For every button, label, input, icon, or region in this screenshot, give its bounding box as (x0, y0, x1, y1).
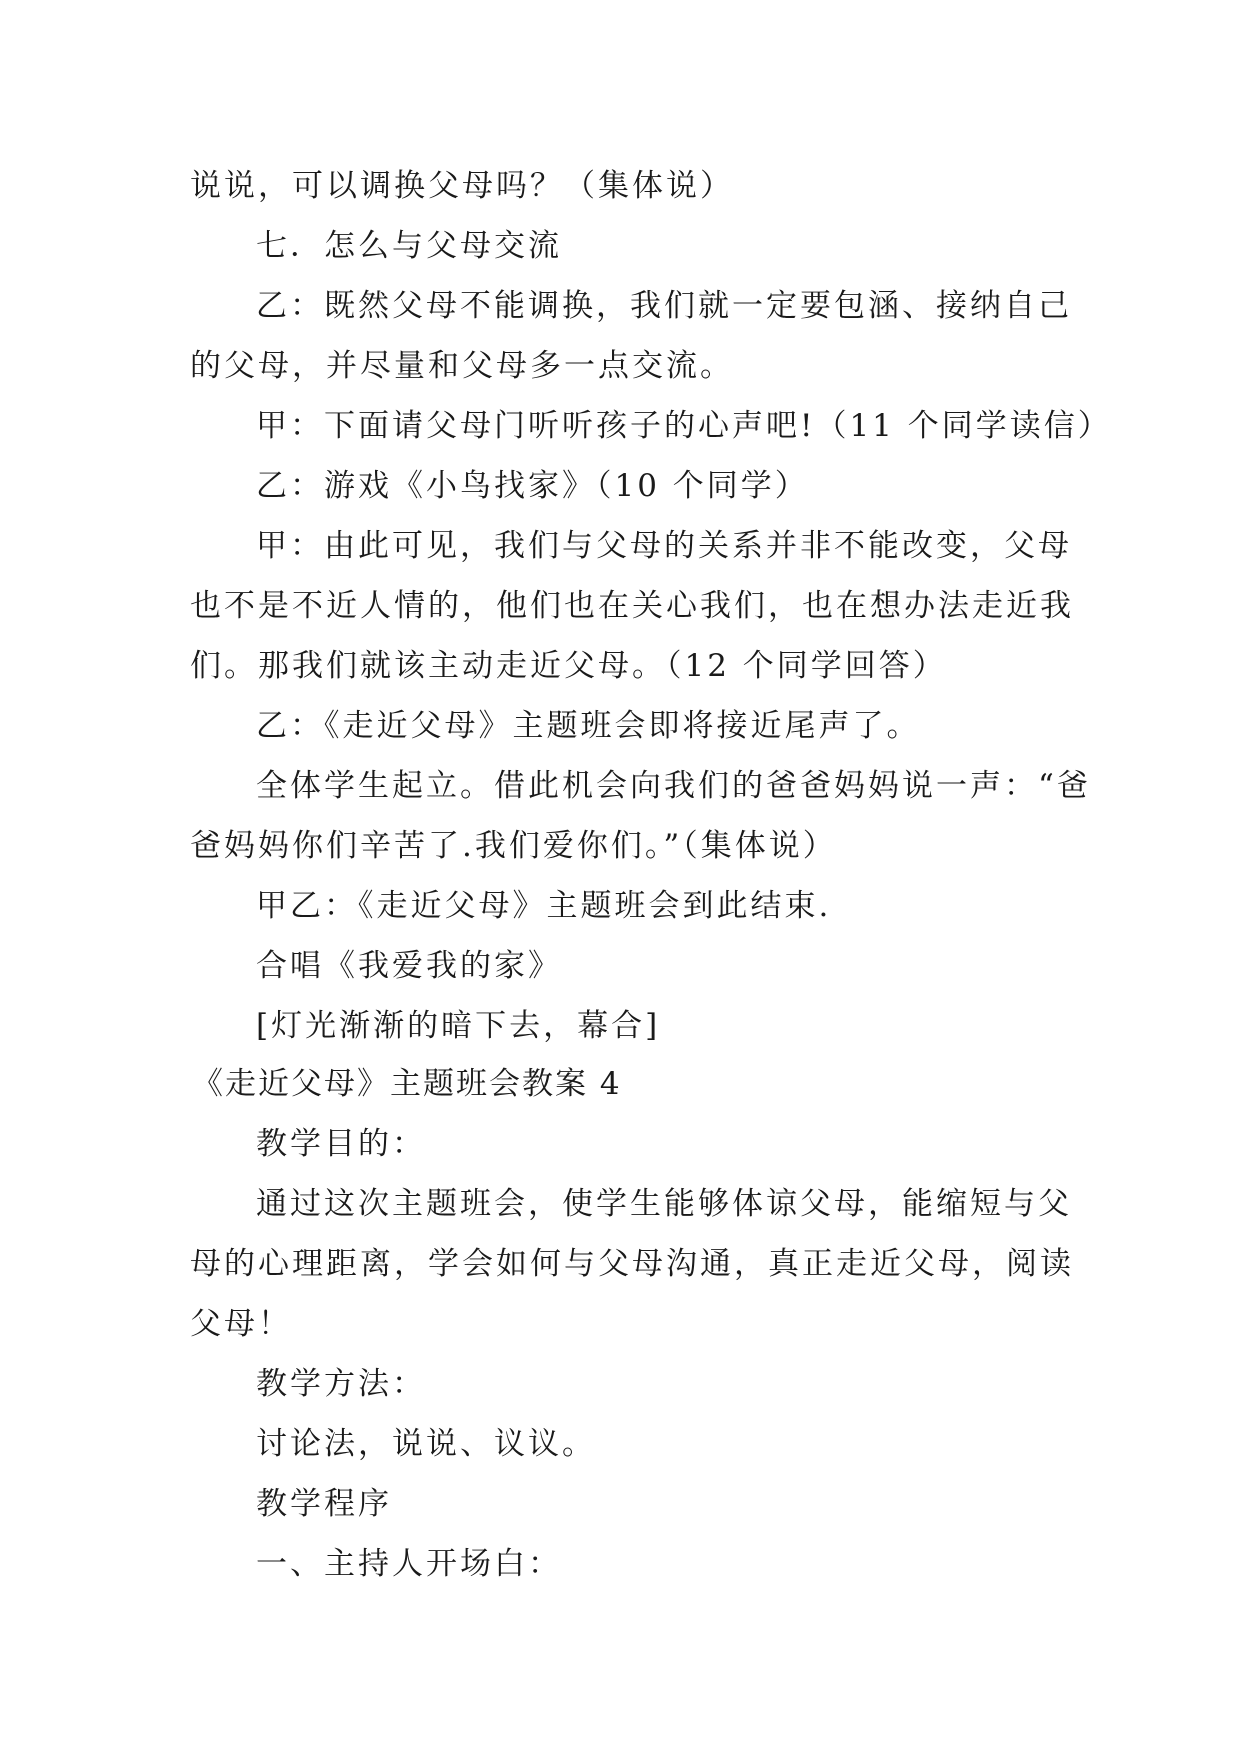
section-heading: 教学目的： (256, 1126, 426, 1162)
text-line: 通过这次主题班会，使学生能够体谅父母，能缩短与父 (256, 1186, 1072, 1222)
text-line: 爸妈妈你们辛苦了.我们爱你们。”（集体说） (190, 828, 837, 864)
text-line: 父母！ (190, 1306, 292, 1342)
text-line: 们。那我们就该主动走近父母。（12 个同学回答） (190, 648, 947, 684)
text-line: 全体学生起立。借此机会向我们的爸爸妈妈说一声：“爸 (256, 768, 1091, 804)
text-line: 母的心理距离，学会如何与父母沟通，真正走近父母，阅读 (190, 1246, 1074, 1282)
text-line: 乙：游戏《小鸟找家》（10 个同学） (256, 468, 809, 504)
text-line: 合唱《我爱我的家》 (256, 948, 562, 984)
text-line: 讨论法，说说、议议。 (256, 1426, 596, 1462)
text-line: 甲乙：《走近父母》主题班会到此结束. (256, 888, 832, 924)
text-line: [灯光渐渐的暗下去，幕合] (256, 1008, 661, 1044)
document-title: 《走近父母》主题班会教案 4 (192, 1066, 622, 1102)
text-line: 乙：既然父母不能调换，我们就一定要包涵、接纳自己 (256, 288, 1072, 324)
section-heading: 七．怎么与父母交流 (256, 228, 562, 264)
section-heading: 教学方法： (256, 1366, 426, 1402)
text-line: 一、主持人开场白： (256, 1546, 562, 1582)
text-line: 说说，可以调换父母吗？（集体说） (190, 168, 734, 204)
text-line: 乙：《走近父母》主题班会即将接近尾声了。 (256, 708, 921, 744)
text-line: 的父母，并尽量和父母多一点交流。 (190, 348, 734, 384)
section-heading: 教学程序 (256, 1486, 392, 1522)
text-line: 甲：下面请父母门听听孩子的心声吧!（11 个同学读信） (256, 408, 1112, 444)
text-line: 甲：由此可见，我们与父母的关系并非不能改变，父母 (256, 528, 1072, 564)
text-line: 也不是不近人情的，他们也在关心我们，也在想办法走近我 (190, 588, 1074, 624)
